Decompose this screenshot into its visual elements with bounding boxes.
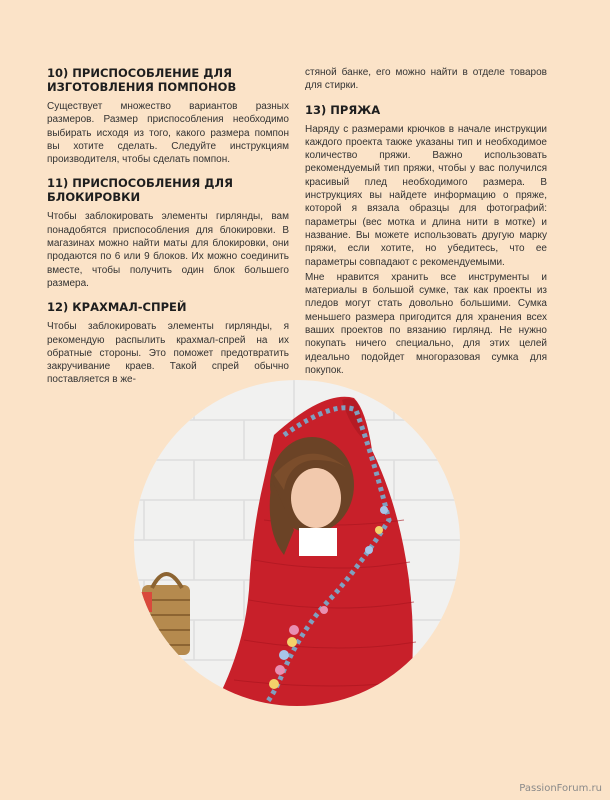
child-in-red-hood-photo — [134, 380, 460, 706]
section-12-text: Чтобы заблокировать элементы гирлянды, я рекомендую распылить крахмал-спрей на их обратные стороны. Это поможет предотвратить закручивание краев. Такой спрей обычно поставляется в же- — [47, 321, 289, 386]
section-13-title: 13) ПРЯЖА — [305, 102, 381, 117]
section-10-title: 10) ПРИСПОСОБЛЕНИЕ ДЛЯ ИЗГОТОВЛЕНИЯ ПОМПОНОВ — [47, 66, 237, 94]
section-12-title: 12) КРАХМАЛ-СПРЕЙ — [47, 300, 187, 315]
section-11-text: Чтобы заблокировать элементы гирлянды, вам понадобятся приспособления для блокировки. В магазинах можно найти маты для блокировки, они продаются по 6 или 9 блоков. Их можно соединить вместе, чтобы получить один блок большего размера. — [47, 211, 289, 289]
basket-shape — [140, 574, 190, 655]
section-13-text-2: Мне нравится хранить все инструменты и материалы в большой сумке, так как проекты из пледов могут стать довольно большими. Сумка меньшего размера пригодится для хранения всех ваших проектов по вязанию гирлянд. Не нужно покупать ничего специально, для этих целей идеально подойдет многоразовая сумка для покупок. — [305, 271, 547, 376]
section-11-title: 11) ПРИСПОСОБЛЕНИЯ ДЛЯ БЛОКИРОВКИ — [47, 176, 233, 205]
right-column — [305, 66, 547, 387]
section-10-text: Существует множество вариантов разных размеров. Размер приспособления необходимо выбирать исходя из того, какого размера помпон вы хотите сделать. Следуйте инструкциям производителя, чтобы сделать помпон. — [47, 101, 289, 166]
section-13-text-1: Наряду с размерами крючков в начале инструкции каждого проекта также указаны тип и необходимое количество пряжи. Важно использовать рекомендуемый тип пряжи, чтобы у вас получился красивый плед необходимого размера. В инструкциях вы найдете информацию о пряже, которой я вязала образцы для фотографий: параметры (вес мотка и длина нити в мотке) и название. Вы можете использовать другую марку пряжи, если хотите, но убедитесь, что ее параметры совпадают с рекомендуемыми. — [305, 123, 547, 268]
section-12-continued: стяной банке, его можно найти в отделе товаров для стирки. — [305, 67, 547, 92]
watermark: PassionForum.ru — [519, 783, 602, 794]
left-column — [47, 66, 289, 397]
